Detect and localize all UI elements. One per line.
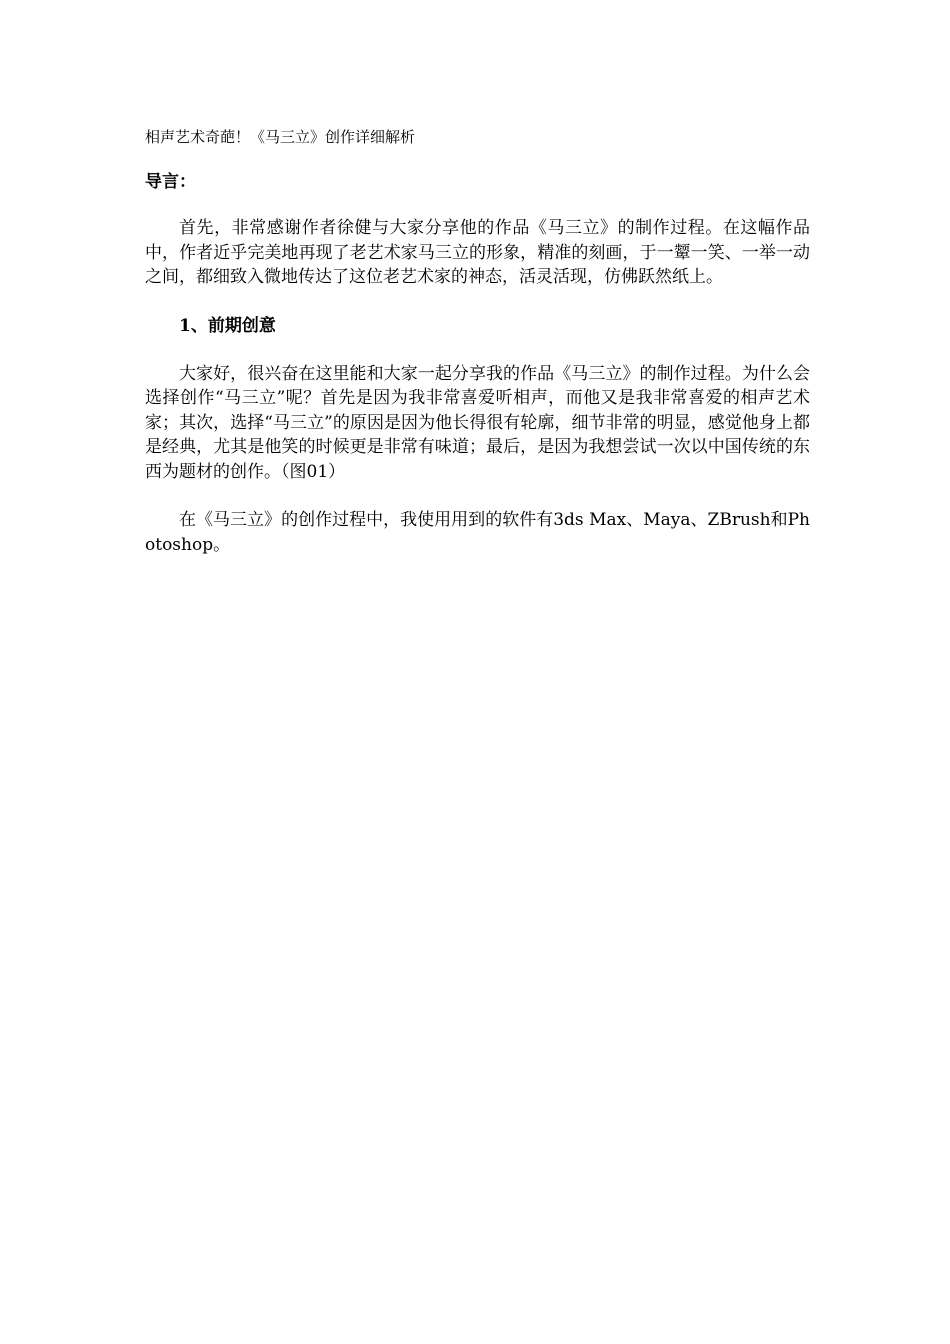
document-content — [145, 126, 810, 557]
document-title: 相声艺术奇葩！《马三立》创作详细解析 — [145, 128, 416, 146]
intro-paragraph: 首先，非常感谢作者徐健与大家分享他的作品《马三立》的制作过程。在这幅作品中，作者近乎完美地再现了老艺术家马三立的形象，精准的刻画，于一颦一笑、一举一动之间，都细致入微地传达了这位老艺术家的神态，活灵活现，仿佛跃然纸上。 — [145, 218, 810, 287]
section-heading-preliminary-idea: 1、前期创意 — [179, 315, 276, 336]
section1-paragraph-2: 在《马三立》的创作过程中，我使用用到的软件有3ds Max、Maya、ZBrush和Photoshop。 — [145, 510, 810, 555]
section1-paragraph-1: 大家好，很兴奋在这里能和大家一起分享我的作品《马三立》的制作过程。为什么会选择创作“马三立”呢？首先是因为我非常喜爱听相声，而他又是我非常喜爱的相声艺术家；其次，选择“马三立”的原因是因为他长得很有轮廓，细节非常的明显，感觉他身上都是经典，尤其是他笑的时候更是非常有味道；最后，是因为我想尝试一次以中国传统的东西为题材的创作。（图01） — [145, 363, 810, 482]
intro-heading: 导言： — [145, 172, 196, 192]
